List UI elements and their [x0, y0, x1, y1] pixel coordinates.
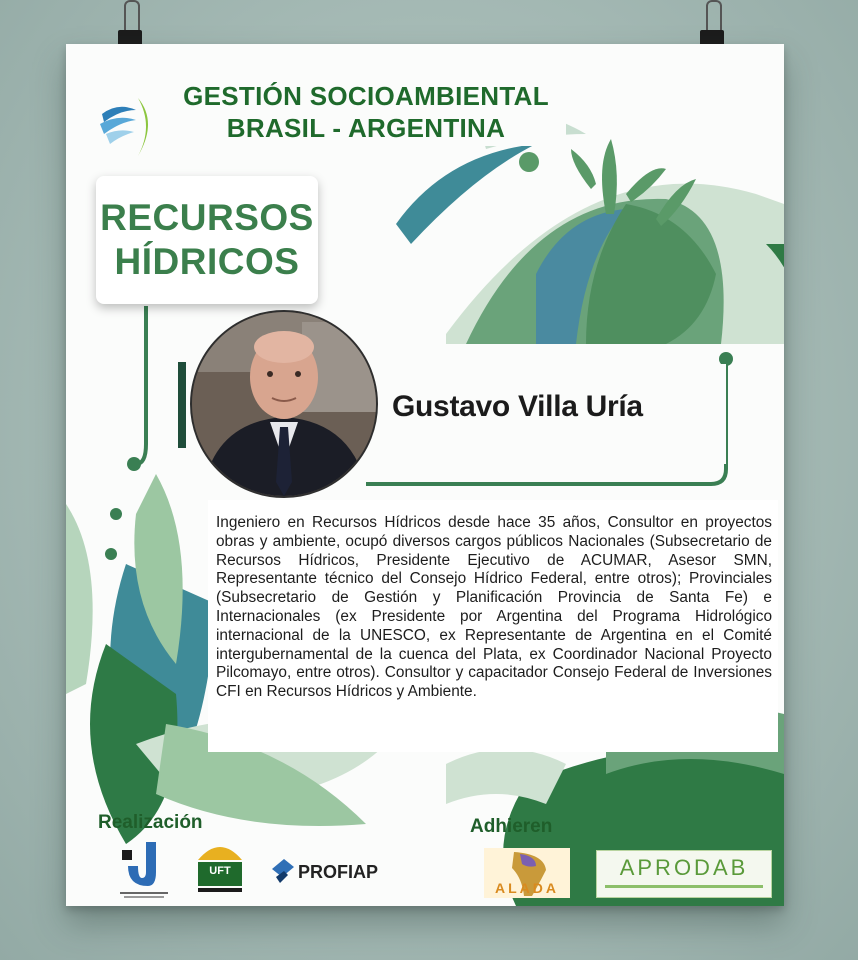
- profiap-icon: [270, 857, 296, 887]
- aprodab-logo: [596, 850, 772, 898]
- alada-logo: [484, 848, 570, 898]
- realizacion-label: Realización: [98, 812, 203, 833]
- university-logo-j: [118, 842, 170, 900]
- adhieren-label: Adhieren: [470, 816, 553, 837]
- speaker-bio: Ingeniero en Recursos Hídricos desde hace 35 años, Consultor en proyectos obras y ambiente, ocupó diversos cargos públicos Nacionales (Subsecretario de Recursos Hídricos, Presidente Ejecutivo de ACUMAR, Asesor SMN, Representante técnico del Consejo Hídrico Federal, entre otros); Provinciales (Subsecretario de Gestión y Planificación Provincia de Santa Fe) e Internacionales (ex Presidente por Argentina del Programa Hidrológico internacional de la UNESCO, ex Representante de Argentina en el Comité intergubernamental de la cuenca del Plata, ex Coordinador Nacional Proyecto Pilcomayo, entre otros). Consultor y capacitador Consejo Federal de Inversiones CFI en Recursos Hídricos y Ambiente.: [216, 514, 772, 701]
- aprodab-text: APRODAB: [619, 855, 749, 880]
- uft-logo: [194, 838, 246, 898]
- topic-line2: HÍDRICOS: [114, 241, 300, 282]
- alada-text: ALADA: [495, 880, 559, 896]
- event-title-line1: GESTIÓN SOCIOAMBIENTAL: [183, 81, 549, 111]
- profiap-logo: [270, 852, 380, 892]
- decorative-leaves: [66, 44, 784, 906]
- uft-logo-text: UFT: [209, 865, 231, 877]
- speaker-name: Gustavo Villa Uría: [392, 390, 643, 423]
- organizer-logo: [98, 92, 158, 162]
- poster: [66, 44, 784, 906]
- speaker-photo: [190, 310, 378, 498]
- topic-line1: RECURSOS: [100, 197, 314, 238]
- topic-card: [96, 176, 318, 304]
- profiap-text: PROFIAP: [298, 861, 379, 882]
- event-title: [166, 78, 566, 146]
- event-title-line2: BRASIL - ARGENTINA: [226, 113, 506, 143]
